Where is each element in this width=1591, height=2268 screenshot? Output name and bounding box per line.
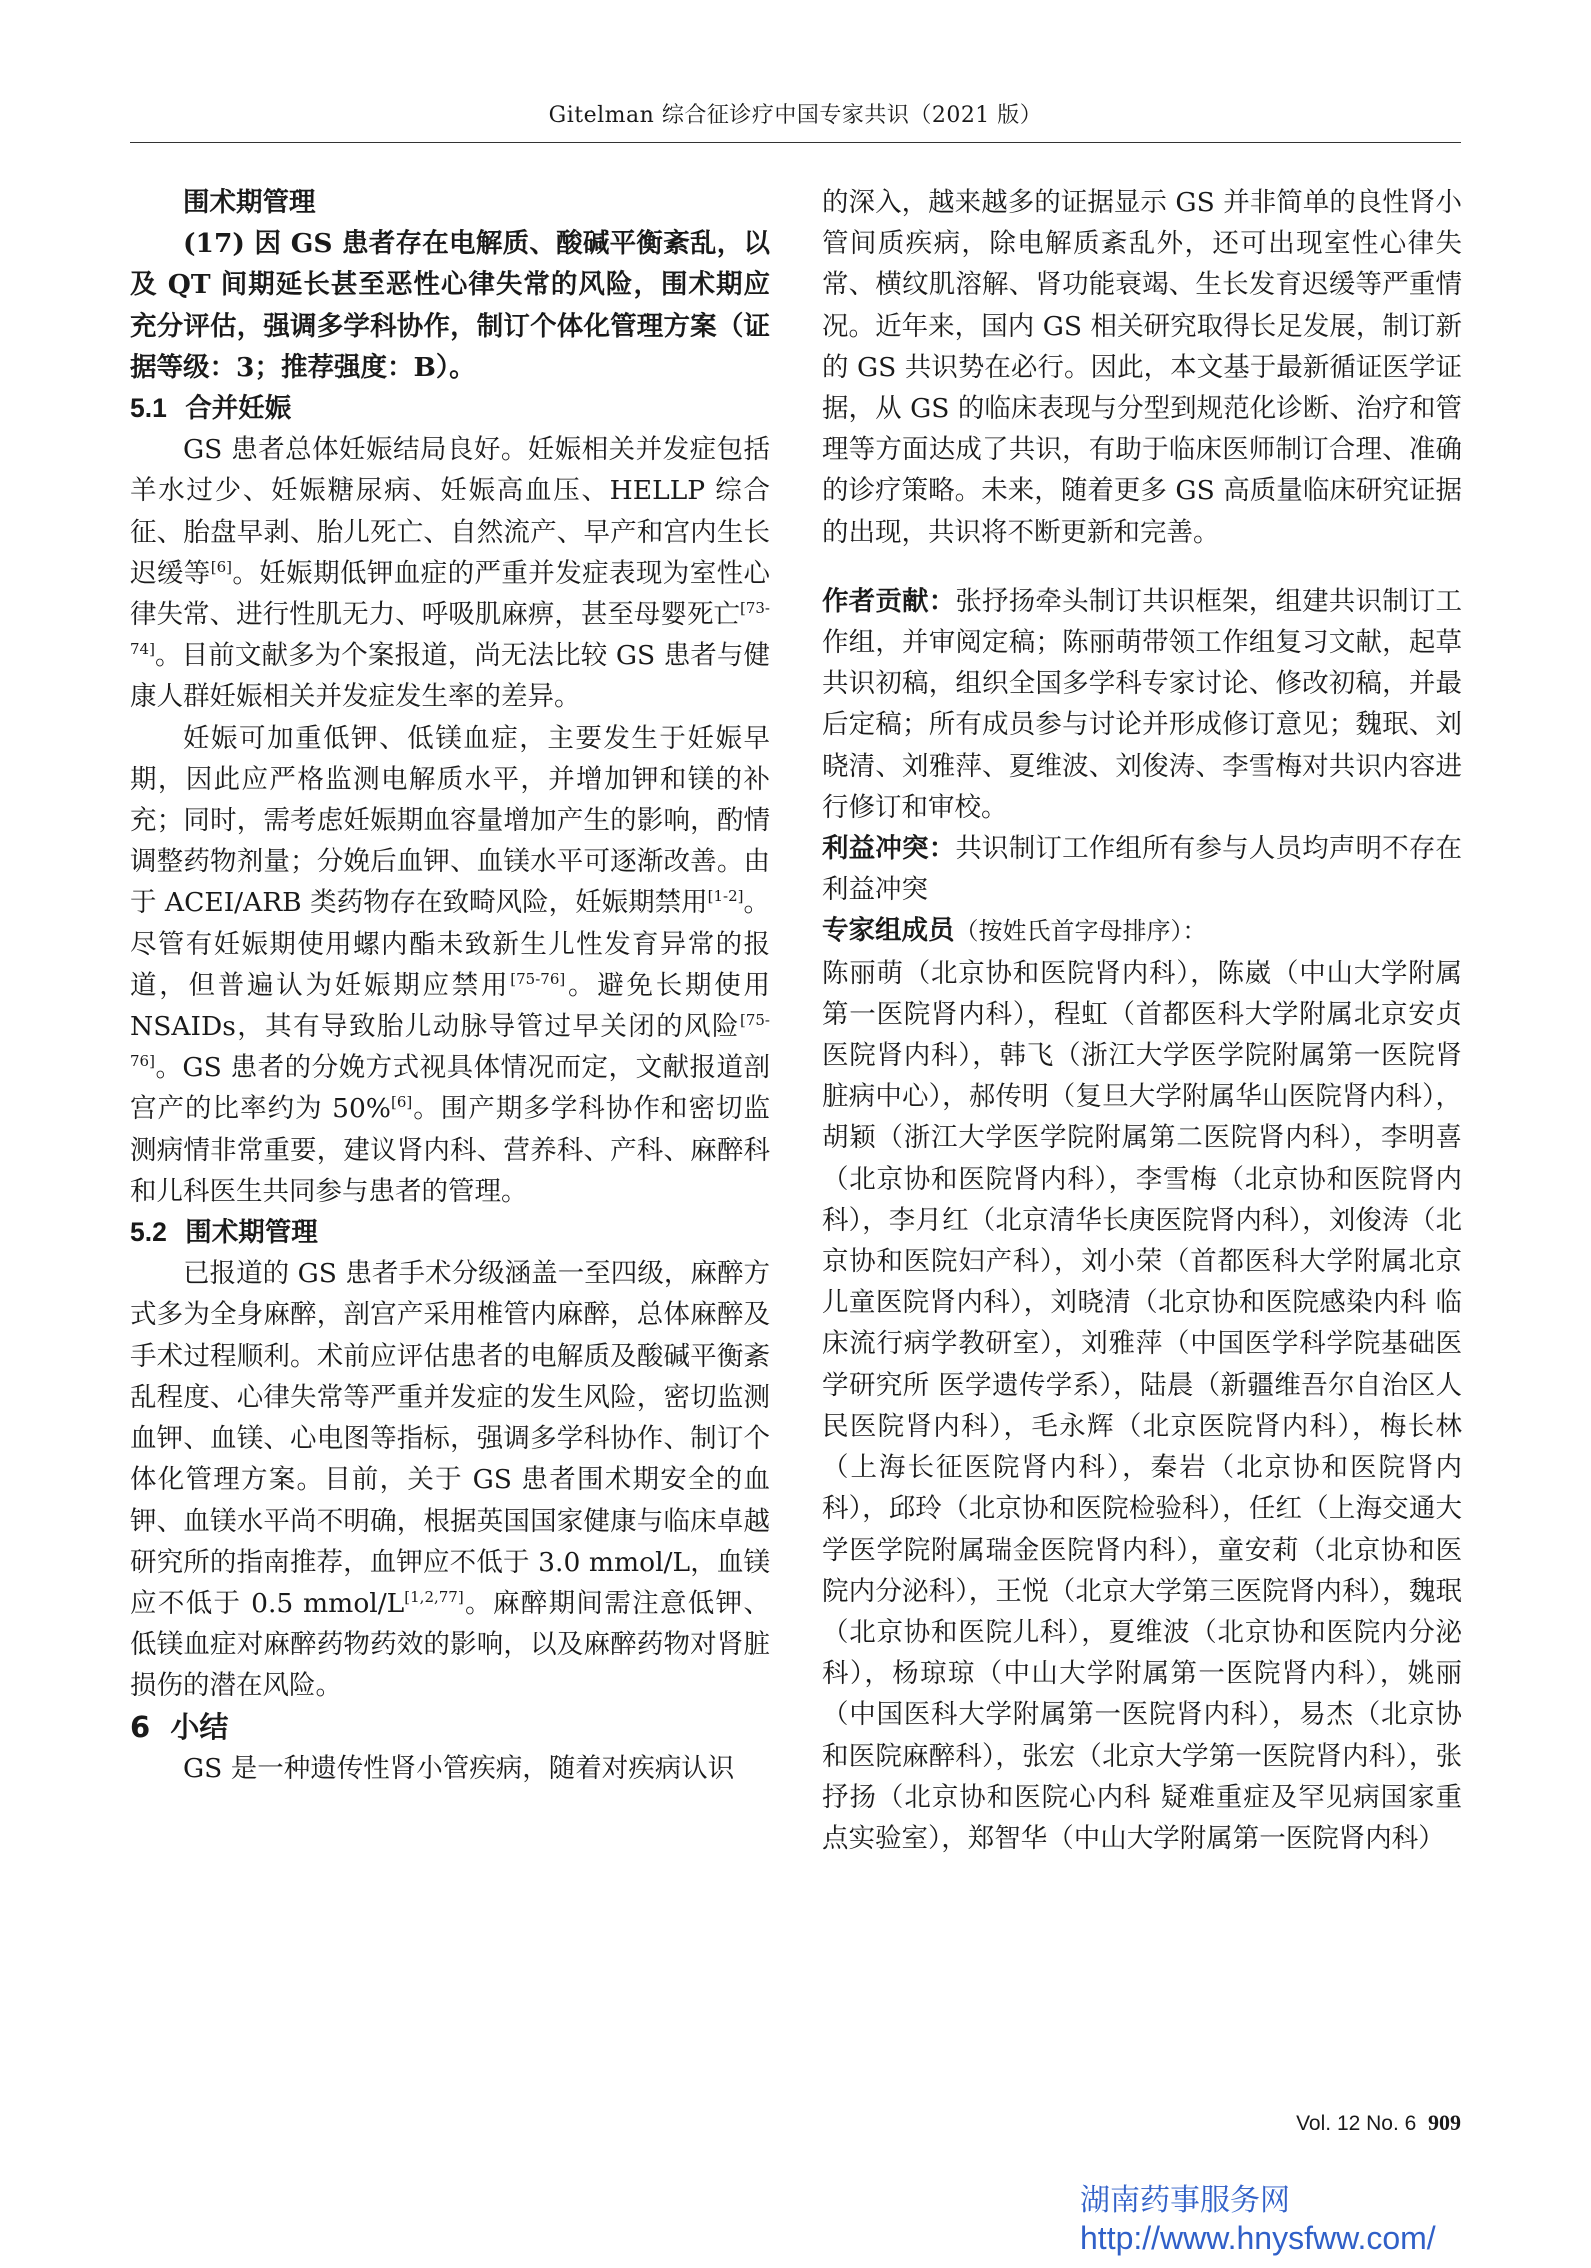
- section-number: 5.1: [130, 393, 167, 424]
- experts-note: （按姓氏首字母排序）：: [954, 917, 1207, 946]
- paragraph-pregnancy-2: [130, 718, 770, 1212]
- section-5-2-heading: [130, 1212, 770, 1253]
- text: 。麻醉期间需注意低钾、低镁血症对麻醉药物药效的影响，以及麻醉药物对肾脏损伤的潜在风险。: [130, 1587, 770, 1702]
- citation: [75-76]: [130, 1011, 770, 1071]
- paragraph-summary: GS 是一种遗传性肾小管疾病，随着对疾病认识: [183, 1752, 735, 1784]
- author-contributions: [822, 581, 1462, 828]
- text: 。目前文献多为个案报道，尚无法比较 GS 患者与健康人群妊娠相关并发症发生率的差异。: [130, 640, 770, 713]
- section-number: 5.2: [130, 1217, 167, 1248]
- text: 。避免长期使用 NSAIDs，其有导致胎儿动脉导管过早关闭的风险: [130, 969, 771, 1043]
- conflict-text: 共识制订工作组所有参与人员均声明不存在利益冲突: [822, 833, 1463, 906]
- running-header: Gitelman 综合征诊疗中国专家共识（2021 版）: [548, 103, 1043, 128]
- section-title: 小结: [170, 1709, 229, 1744]
- page-footer: [1296, 2110, 1461, 2136]
- text: 。围产期多学科协作和密切监测病情非常重要，建议肾内科、营养科、产科、麻醉科和儿科医生共同参与患者的管理。: [130, 1093, 771, 1207]
- expert-panel-heading: [822, 910, 1462, 952]
- volume-info: Vol. 12 No. 6: [1296, 2112, 1417, 2135]
- spacer: [822, 553, 1462, 581]
- section-title: 围术期管理: [185, 1217, 318, 1249]
- section-6-heading: [130, 1707, 770, 1748]
- conflict-of-interest: [822, 828, 1462, 910]
- recommendation-17: (17) 因 GS 患者存在电解质、酸碱平衡紊乱，以及 QT 间期延长甚至恶性心律失常的风险，围术期应充分评估，强调多学科协作，制订个体化管理方案（证据等级：3；推荐强度：B）。: [130, 228, 770, 383]
- text: 。GS 患者的分娩方式视具体情况而定，文献报道剖宫产的比率约为 50%: [130, 1052, 770, 1125]
- text: 妊娠可加重低钾、低镁血症，主要发生于妊娠早期，因此应严格监测电解质水平，并增加钾和镁的补充；同时，需考虑妊娠期血容量增加产生的影响，酌情调整药物剂量；分娩后血钾、血镁水平可逐渐改善。由于 ACEI/ARB 类药物存在致畸风险，妊娠期禁用: [130, 722, 770, 919]
- text: 。妊娠期低钾血症的严重并发症表现为室性心律失常、进行性肌无力、呼吸肌麻痹，甚至母婴死亡: [130, 557, 771, 631]
- recommendation-title: 围术期管理: [183, 187, 316, 218]
- citation: [75-76]: [510, 970, 566, 989]
- contrib-label: 作者贡献：: [822, 585, 956, 617]
- text: 已报道的 GS 患者手术分级涵盖一至四级，麻醉方式多为全身麻醉，剖宫产采用椎管内麻醉，总体麻醉及手术过程顺利。术前应评估患者的电解质及酸碱平衡紊乱程度、心律失常等严重并发症的发生风险，密切监测血钾、血镁、心电图等指标，强调多学科协作、制订个体化管理方案。目前，关于 GS 患者围术期安全的血钾、血镁水平尚不明确，根据英国国家健康与临床卓越研究所的指南推荐，血钾应不低于 3.0 mmol/L，血镁应不低于 0.5 mmol/L: [130, 1258, 770, 1619]
- citation: [1-2]: [707, 887, 744, 906]
- watermark-title: 湖南药事服务网: [1080, 2183, 1290, 2218]
- page-number: 909: [1428, 2110, 1461, 2135]
- paragraph-pregnancy-1: [130, 429, 770, 717]
- text: 。尽管有妊娠期使用螺内酯未致新生儿性发育异常的报道，但普遍认为妊娠期应禁用: [130, 887, 770, 1001]
- section-5-1-heading: [130, 388, 770, 429]
- citation: [73-74]: [130, 599, 770, 659]
- paragraph-perioperative: [130, 1253, 770, 1706]
- text: GS 患者总体妊娠结局良好。妊娠相关并发症包括羊水过少、妊娠糖尿病、妊娠高血压、HELLP 综合征、胎盘早剥、胎儿死亡、自然流产、早产和宫内生长迟缓等: [130, 434, 770, 589]
- right-column: [822, 182, 1462, 1859]
- section-title: 合并妊娠: [185, 393, 292, 425]
- watermark-url[interactable]: http://www.hnysfww.com/: [1080, 2220, 1436, 2256]
- citation: [6]: [210, 558, 232, 576]
- conflict-label: 利益冲突：: [822, 833, 956, 865]
- citation: [6]: [391, 1093, 413, 1112]
- expert-panel-list: 陈丽萌（北京协和医院肾内科），陈崴（中山大学附属第一医院肾内科），程虹（首都医科大学附属北京安贞医院肾内科），韩飞（浙江大学医学院附属第一医院肾脏病中心），郝传明（复旦大学附属华山医院肾内科），胡颖（浙江大学医学院附属第二医院肾内科），李明喜（北京协和医院肾内科），李雪梅（北京协和医院肾内科），李月红（北京清华长庚医院肾内科），刘俊涛（北京协和医院妇产科），刘小荣（首都医科大学附属北京儿童医院肾内科），刘晓清（北京协和医院感染内科 临床流行病学教研室），刘雅萍（中国医学科学院基础医学研究所 医学遗传学系），陆晨（新疆维吾尔自治区人民医院肾内科），毛永辉（北京医院肾内科），梅长林（上海长征医院肾内科），秦岩（北京协和医院肾内科），邱玲（北京协和医院检验科），任红（上海交通大学医学院附属瑞金医院肾内科），童安莉（北京协和医院内分泌科），王悦（北京大学第三医院肾内科），魏珉（北京协和医院儿科），夏维波（北京协和医院内分泌科），杨琼琼（中山大学附属第一医院肾内科），姚丽（中国医科大学附属第一医院肾内科），易杰（北京协和医院麻醉科），张宏（北京大学第一医院肾内科），张抒扬（北京协和医院心内科 疑难重症及罕见病国家重点实验室），郑智华（中山大学附属第一医院肾内科）: [822, 957, 1462, 1854]
- section-number: 6: [130, 1709, 151, 1744]
- header-rule: [130, 142, 1461, 143]
- citation: [1,2,77]: [404, 1588, 464, 1607]
- paragraph-summary-continued: 的深入，越来越多的证据显示 GS 并非简单的良性肾小管间质疾病，除电解质紊乱外，还可出现室性心律失常、横纹肌溶解、肾功能衰竭、生长发育迟缓等严重情况。近年来，国内 GS 相关研究取得长足发展，制订新的 GS 共识势在必行。因此，本文基于最新循证医学证据，从 GS 的临床表现与分型到规范化诊断、治疗和管理等方面达成了共识，有助于临床医师制订合理、准确的诊疗策略。未来，随着更多 GS 高质量临床研究证据的出现，共识将不断更新和完善。: [822, 187, 1462, 548]
- experts-label: 专家组成员: [822, 915, 955, 947]
- contrib-text: 张抒扬牵头制订共识框架，组建共识制订工作组，并审阅定稿；陈丽萌带领工作组复习文献，起草共识初稿，组织全国多学科专家讨论、修改初稿，并最后定稿；所有成员参与讨论并形成修订意见；魏珉、刘晓清、刘雅萍、夏维波、刘俊涛、李雪梅对共识内容进行修订和审校。: [822, 585, 1463, 823]
- left-column: [130, 182, 770, 1789]
